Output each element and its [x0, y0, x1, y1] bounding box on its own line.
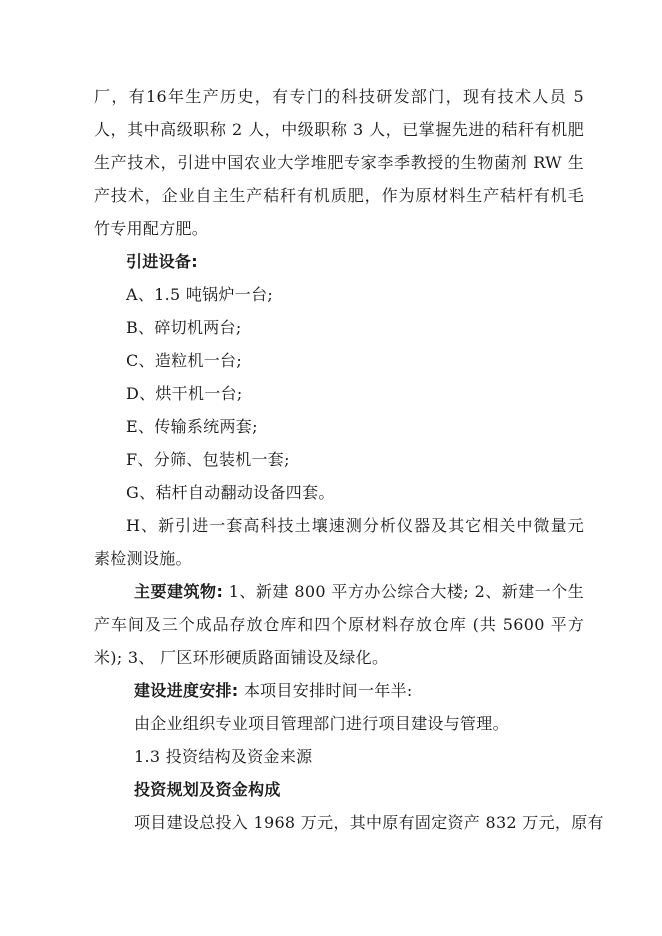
- intro-line-4: 产技术，企业自主生产秸秆有机质肥，作为原材料生产秸杆有机毛: [94, 186, 584, 205]
- buildings-line-1: [94, 575, 584, 608]
- equipment-item-a: A、1.5 吨锅炉一台;: [126, 285, 274, 304]
- intro-line-5: 竹专用配方肥。: [94, 219, 209, 238]
- equipment-item-h-line-1: H、新引进一套高科技土壤速测分析仪器及其它相关中微量元: [126, 516, 584, 535]
- equipment-item-g: G、秸杆自动翻动设备四套。: [126, 483, 335, 502]
- intro-line-2: 人，其中高级职称 2 人，中级职称 3 人，已掌握先进的秸秆有机肥: [94, 120, 584, 139]
- document-page: [94, 80, 604, 839]
- section-body-line-1: 项目建设总投入 1968 万元，其中原有固定资产 832 万元，原有: [134, 813, 604, 832]
- buildings-line-1-text: 1、新建 800 平方办公综合大楼; 2、新建一个生: [223, 582, 584, 601]
- section-title: 1.3 投资结构及资金来源: [134, 747, 313, 766]
- intro-line-1: 厂，有16年生产历史，有专门的科技研发部门，现有技术人员 5: [94, 87, 584, 106]
- section-subheading: 投资规划及资金构成: [134, 780, 281, 799]
- buildings-line-2: 产车间及三个成品存放仓库和四个原材料存放仓库 (共 5600 平方: [94, 615, 584, 634]
- equipment-heading: 引进设备:: [126, 252, 198, 271]
- equipment-item-c: C、造粒机一台;: [126, 351, 243, 370]
- schedule-line-1: [94, 674, 584, 707]
- equipment-item-f: F、分筛、包装机一套;: [126, 450, 290, 469]
- buildings-label: 主要建筑物:: [134, 582, 224, 601]
- schedule-label: 建设进度安排:: [134, 681, 239, 700]
- schedule-text: 本项目安排时间一年半:: [238, 681, 413, 700]
- schedule-line-2: 由企业组织专业项目管理部门进行项目建设与管理。: [134, 714, 509, 733]
- buildings-line-3: 米); 3、 厂区环形硬质路面铺设及绿化。: [94, 648, 389, 667]
- equipment-item-e: E、传输系统两套;: [126, 417, 258, 436]
- equipment-item-b: B、碎切机两台;: [126, 318, 242, 337]
- intro-line-3: 生产技术，引进中国农业大学堆肥专家李季教授的生物菌剂 RW 生: [94, 153, 584, 172]
- equipment-item-h-line-2: 素检测设施。: [94, 549, 192, 568]
- equipment-item-d: D、烘干机一台;: [126, 384, 243, 403]
